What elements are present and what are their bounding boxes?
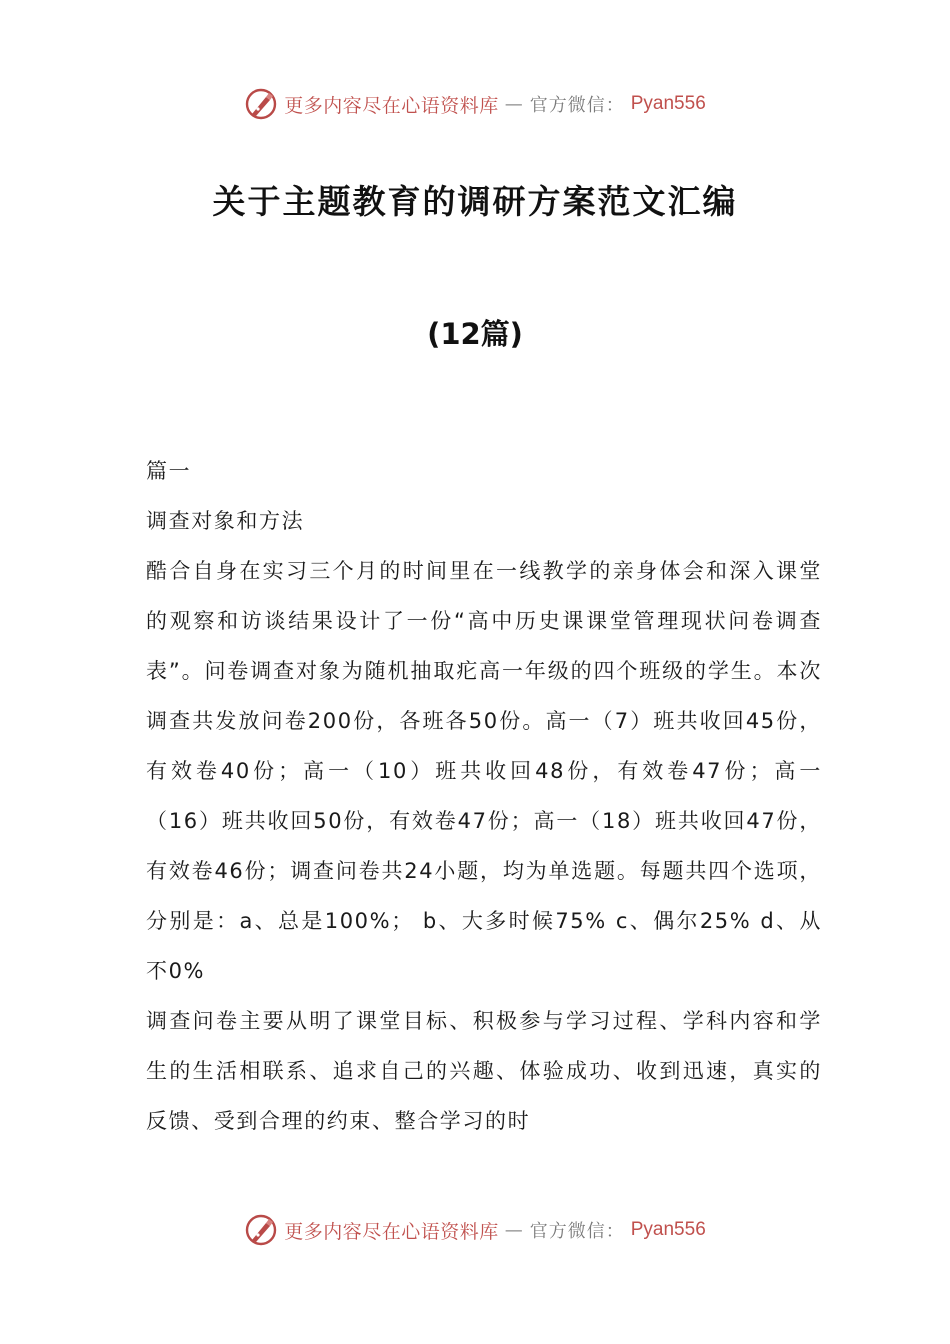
wechat-account: Pyan556 bbox=[630, 1219, 706, 1240]
promo-text: 更多内容尽在心语资料库 bbox=[284, 1220, 499, 1243]
banner-dash: — bbox=[504, 1219, 524, 1241]
wechat-label: 官方微信： bbox=[529, 95, 625, 116]
wechat-label: 官方微信： bbox=[529, 1221, 625, 1242]
footer-banner bbox=[0, 1210, 950, 1250]
paragraph: 调查问卷主要从明了课堂目标、积极参与学习过程、学科内容和学生的生活相联系、追求自己的兴趣、体验成功、收到迅速，真实的反馈、受到合理的约束、整合学习的时 bbox=[146, 1009, 822, 1133]
subheading: 调查对象和方法 bbox=[146, 509, 305, 533]
document-body bbox=[146, 446, 822, 1146]
section-heading: 篇一 bbox=[146, 459, 192, 483]
banner-dash: — bbox=[504, 93, 524, 115]
pen-nib-circle-icon bbox=[244, 1213, 278, 1247]
paragraph: 酷合自身在实习三个月的时间里在一线教学的亲身体会和深入课堂的观察和访谈结果设计了一份“高中历史课课堂管理现状问卷调查表”。问卷调查对象为随机抽取疕高一年级的四个班级的学生。本次调查共发放问卷200份，各班各50份。高一（7）班共收回45份，有效卷40份；高一（10）班共收回48份，有效卷47份；高一（16）班共收回50份，有效卷47份；高一（18）班共收回47份，有效卷46份；调查问卷共24小题，均为单选题。每题共四个选项，分别是：a、总是100%； b、大多时候75% c、偶尔25% d、从不0% bbox=[146, 559, 822, 983]
header-banner bbox=[0, 84, 950, 124]
promo-text: 更多内容尽在心语资料库 bbox=[284, 94, 499, 117]
pen-nib-circle-icon bbox=[244, 87, 278, 121]
document-subtitle: (12篇) bbox=[427, 317, 523, 351]
wechat-account: Pyan556 bbox=[630, 93, 706, 114]
document-title: 关于主题教育的调研方案范文汇编 bbox=[212, 182, 738, 221]
